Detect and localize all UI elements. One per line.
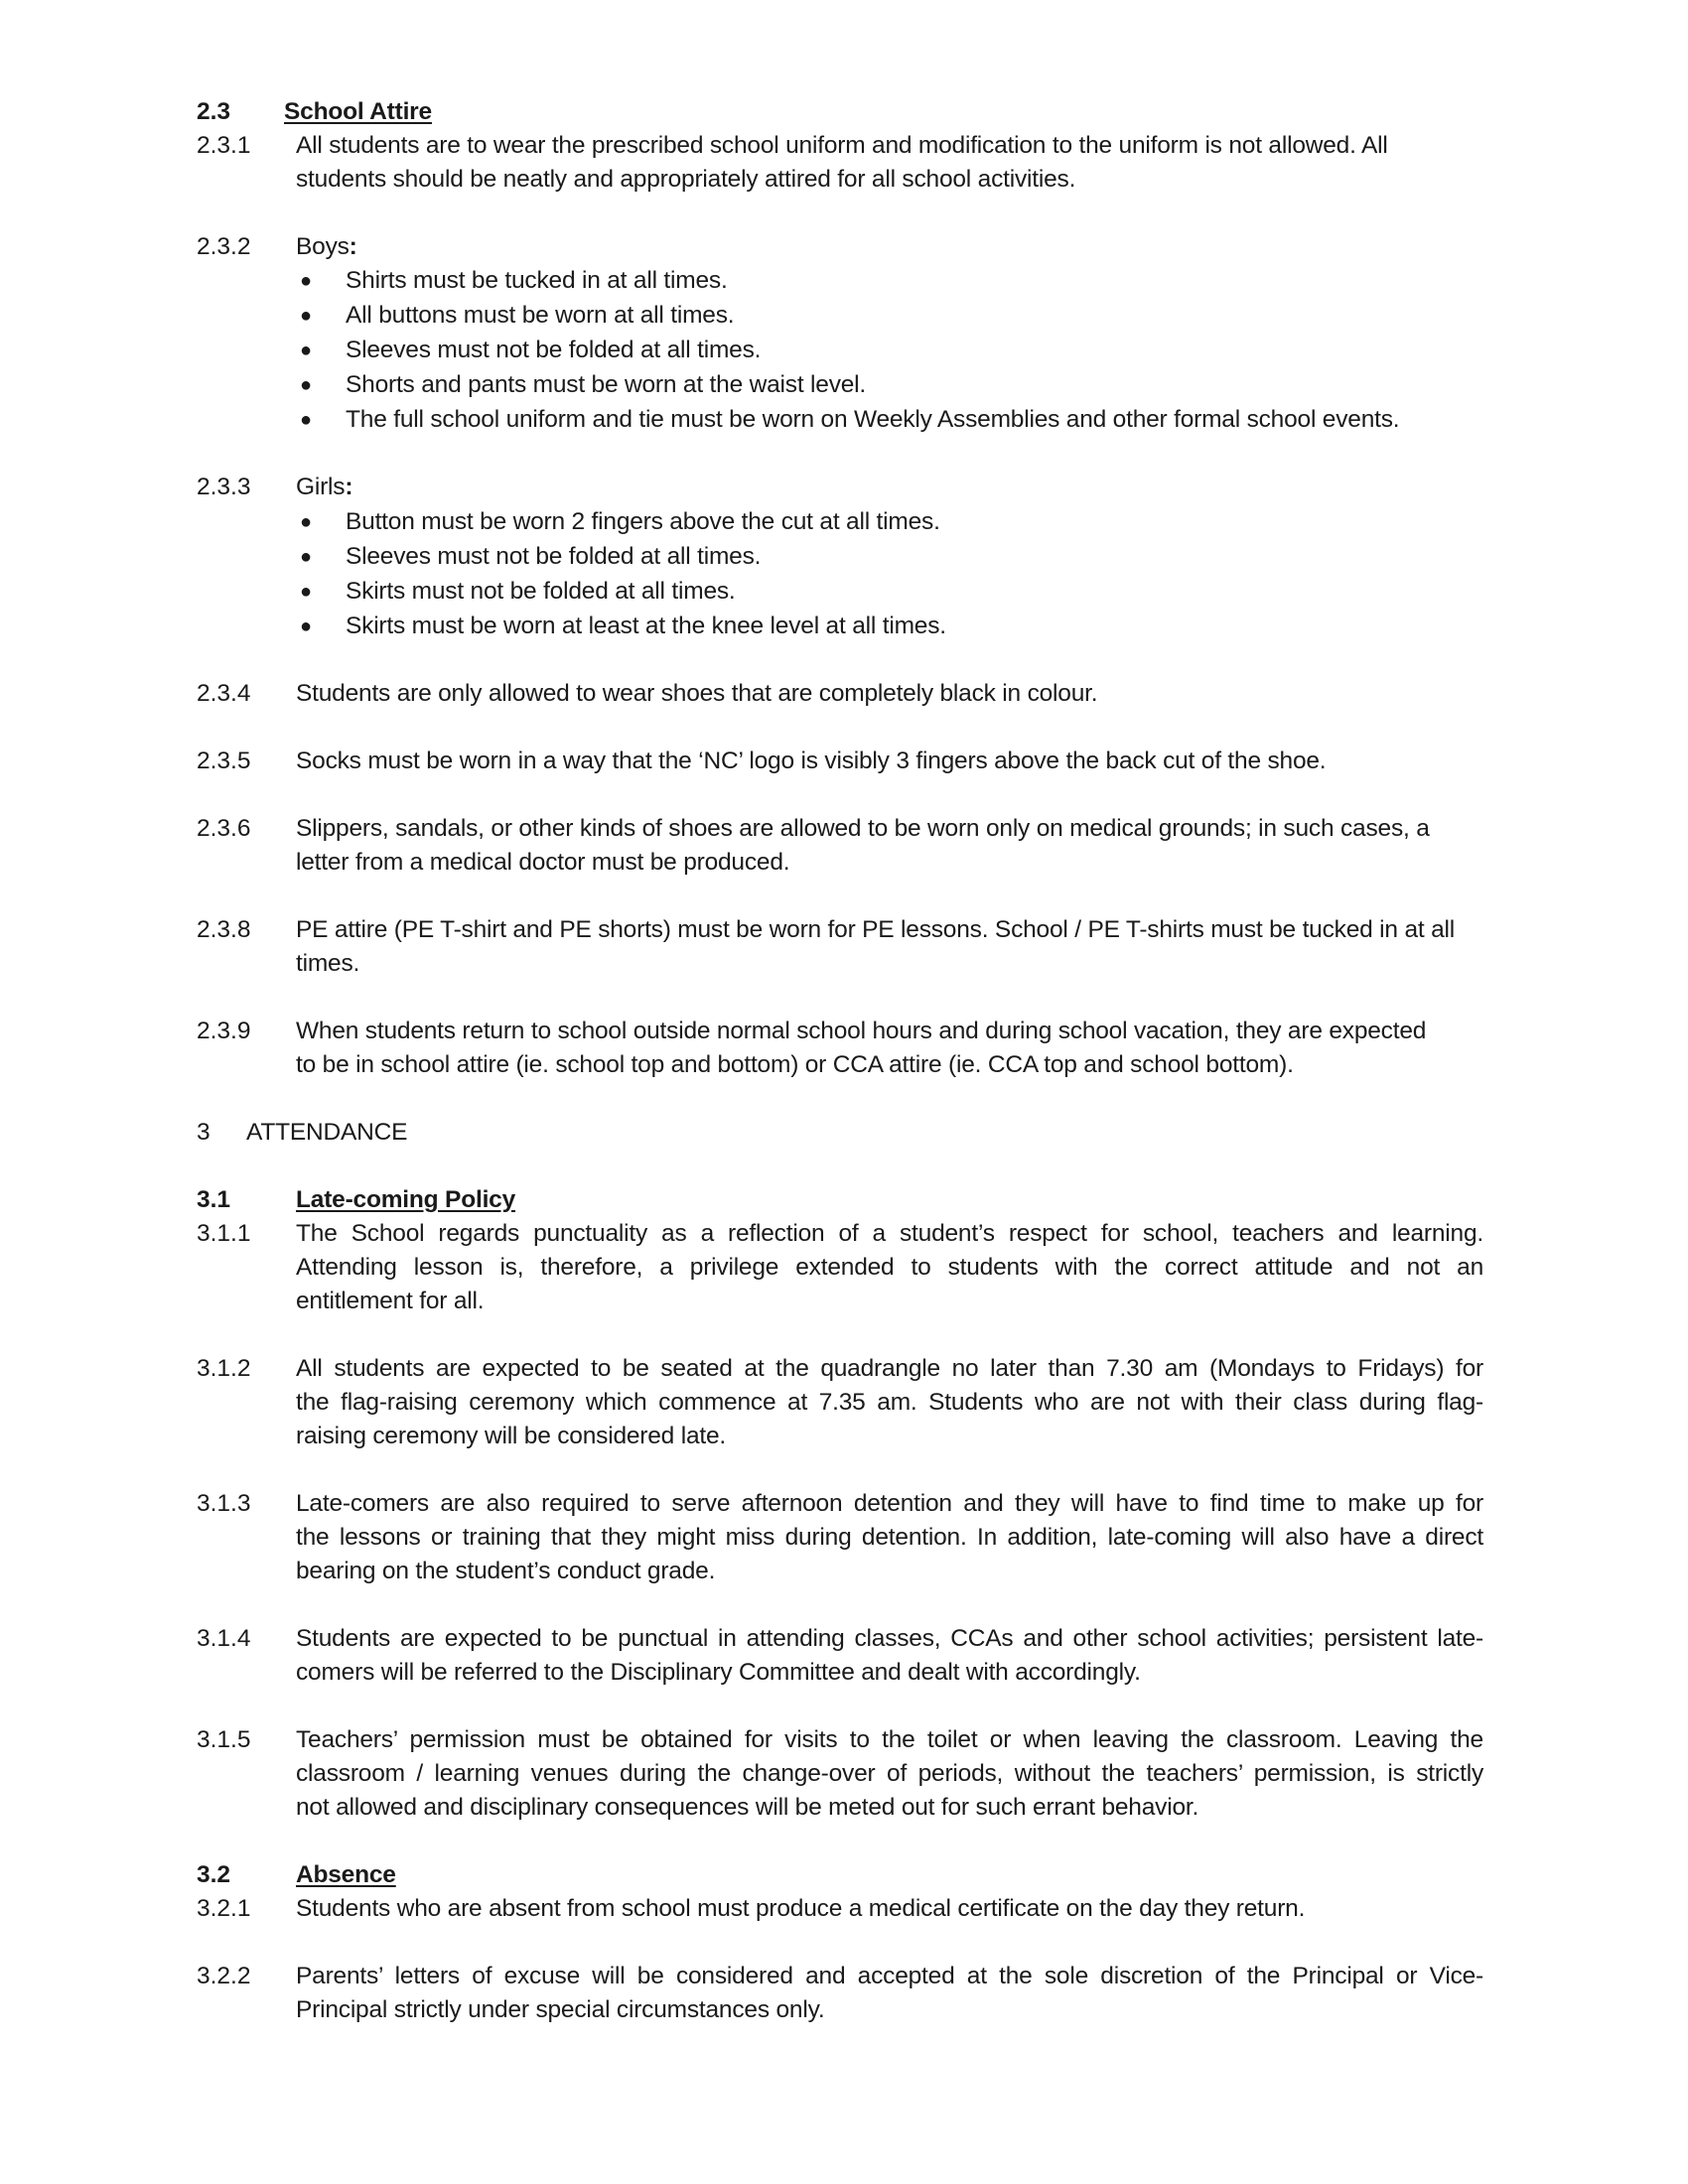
clause-number: 2.3.4 [197,680,251,707]
clause-line: Late-comers are also required to serve afternoon detention and they will have to find time to make up for [296,1490,1483,1517]
clause-line: PE attire (PE T-shirt and PE shorts) must be worn for PE lessons. School / PE T-shirts must be tucked in at all [296,916,1455,943]
clause-line: All students are to wear the prescribed school uniform and modification to the uniform is not allowed. All [296,132,1388,159]
clause-line: classroom / learning venues during the change-over of periods, without the teachers’ permission, is strictly [296,1760,1483,1787]
clause-line: students should be neatly and appropriately attired for all school activities. [296,166,1076,193]
clause-line: The School regards punctuality as a reflection of a student’s respect for school, teachers and learning. [296,1220,1483,1247]
section-title: Late-coming Policy [296,1186,516,1213]
bullet-icon: ● [300,305,313,327]
clause-line: Socks must be worn in a way that the ‘NC’ logo is visibly 3 fingers above the back cut of the shoe. [296,748,1327,774]
clause-line: entitlement for all. [296,1288,485,1314]
section-number: 3.2 [197,1861,231,1888]
clause-number: 3.1.4 [197,1625,251,1652]
clause-number: 2.3.1 [197,132,251,159]
clause-lead [296,230,357,264]
section-number: 2.3 [197,98,231,125]
list-item: Sleeves must not be folded at all times. [346,337,762,363]
clause-number: 2.3.6 [197,815,251,842]
clause-line: Students are expected to be punctual in attending classes, CCAs and other school activities; persistent late- [296,1625,1483,1652]
clause-number: 2.3.9 [197,1018,251,1044]
list-item: All buttons must be worn at all times. [346,302,735,329]
section-number: 3 [197,1119,211,1146]
list-item: Button must be worn 2 fingers above the cut at all times. [346,508,940,535]
clause-line: Slippers, sandals, or other kinds of shoes are allowed to be worn only on medical grounds; in such cases, a [296,815,1430,842]
section-title: School Attire [284,98,432,125]
clause-line: to be in school attire (ie. school top and bottom) or CCA attire (ie. CCA top and school bottom). [296,1051,1294,1078]
clause-number: 3.1.1 [197,1220,251,1247]
clause-line: Attending lesson is, therefore, a privilege extended to students with the correct attitude and not an [296,1254,1483,1281]
clause-line: the lessons or training that they might miss during detention. In addition, late-coming will also have a direct [296,1524,1483,1551]
clause-line: Teachers’ permission must be obtained for visits to the toilet or when leaving the classroom. Leaving the [296,1726,1483,1753]
clause-line: Parents’ letters of excuse will be considered and accepted at the sole discretion of the Principal or Vice- [296,1963,1483,1989]
bullet-icon: ● [300,511,313,533]
clause-line: not allowed and disciplinary consequences will be meted out for such errant behavior. [296,1794,1199,1821]
clause-number: 3.1.2 [197,1355,251,1382]
clause-line: When students return to school outside normal school hours and during school vacation, they are expected [296,1018,1427,1044]
bullet-icon: ● [300,409,313,431]
bullet-icon: ● [300,581,313,603]
clause-number: 2.3.3 [197,474,251,500]
list-item: Skirts must not be folded at all times. [346,578,736,605]
list-item: Shorts and pants must be worn at the waist level. [346,371,867,398]
clause-number: 3.1.5 [197,1726,251,1753]
bullet-icon: ● [300,546,313,568]
clause-line: the flag-raising ceremony which commence at 7.35 am. Students who are not with their class during flag- [296,1389,1483,1416]
clause-number: 3.2.2 [197,1963,251,1989]
clause-lead-colon: : [345,474,353,500]
clause-number: 2.3.5 [197,748,251,774]
clause-line: bearing on the student’s conduct grade. [296,1558,716,1584]
list-item: Skirts must be worn at least at the knee level at all times. [346,613,946,639]
bullet-icon: ● [300,374,313,396]
section-heading: ATTENDANCE [246,1119,408,1146]
clause-lead-colon: : [349,233,357,260]
clause-line: times. [296,950,360,977]
clause-number: 3.2.1 [197,1895,251,1922]
clause-line: comers will be referred to the Disciplinary Committee and dealt with accordingly. [296,1659,1141,1686]
clause-line: Students who are absent from school must produce a medical certificate on the day they return. [296,1895,1306,1922]
clause-line: raising ceremony will be considered late. [296,1423,727,1449]
clause-number: 3.1.3 [197,1490,251,1517]
clause-number: 2.3.8 [197,916,251,943]
clause-lead-text: Boys [296,233,350,260]
list-item: Shirts must be tucked in at all times. [346,267,728,294]
section-title: Absence [296,1861,396,1888]
bullet-icon: ● [300,615,313,637]
list-item: The full school uniform and tie must be worn on Weekly Assemblies and other formal school events. [346,406,1400,433]
bullet-icon: ● [300,340,313,361]
clause-lead [296,471,352,504]
clause-number: 2.3.2 [197,233,251,260]
clause-line: Students are only allowed to wear shoes that are completely black in colour. [296,680,1098,707]
clause-line: letter from a medical doctor must be produced. [296,849,790,876]
bullet-icon: ● [300,270,313,292]
clause-line: Principal strictly under special circumstances only. [296,1996,825,2023]
section-number: 3.1 [197,1186,231,1213]
list-item: Sleeves must not be folded at all times. [346,543,762,570]
clause-line: All students are expected to be seated at the quadrangle no later than 7.30 am (Mondays to Fridays) for [296,1355,1483,1382]
clause-lead-text: Girls [296,474,346,500]
